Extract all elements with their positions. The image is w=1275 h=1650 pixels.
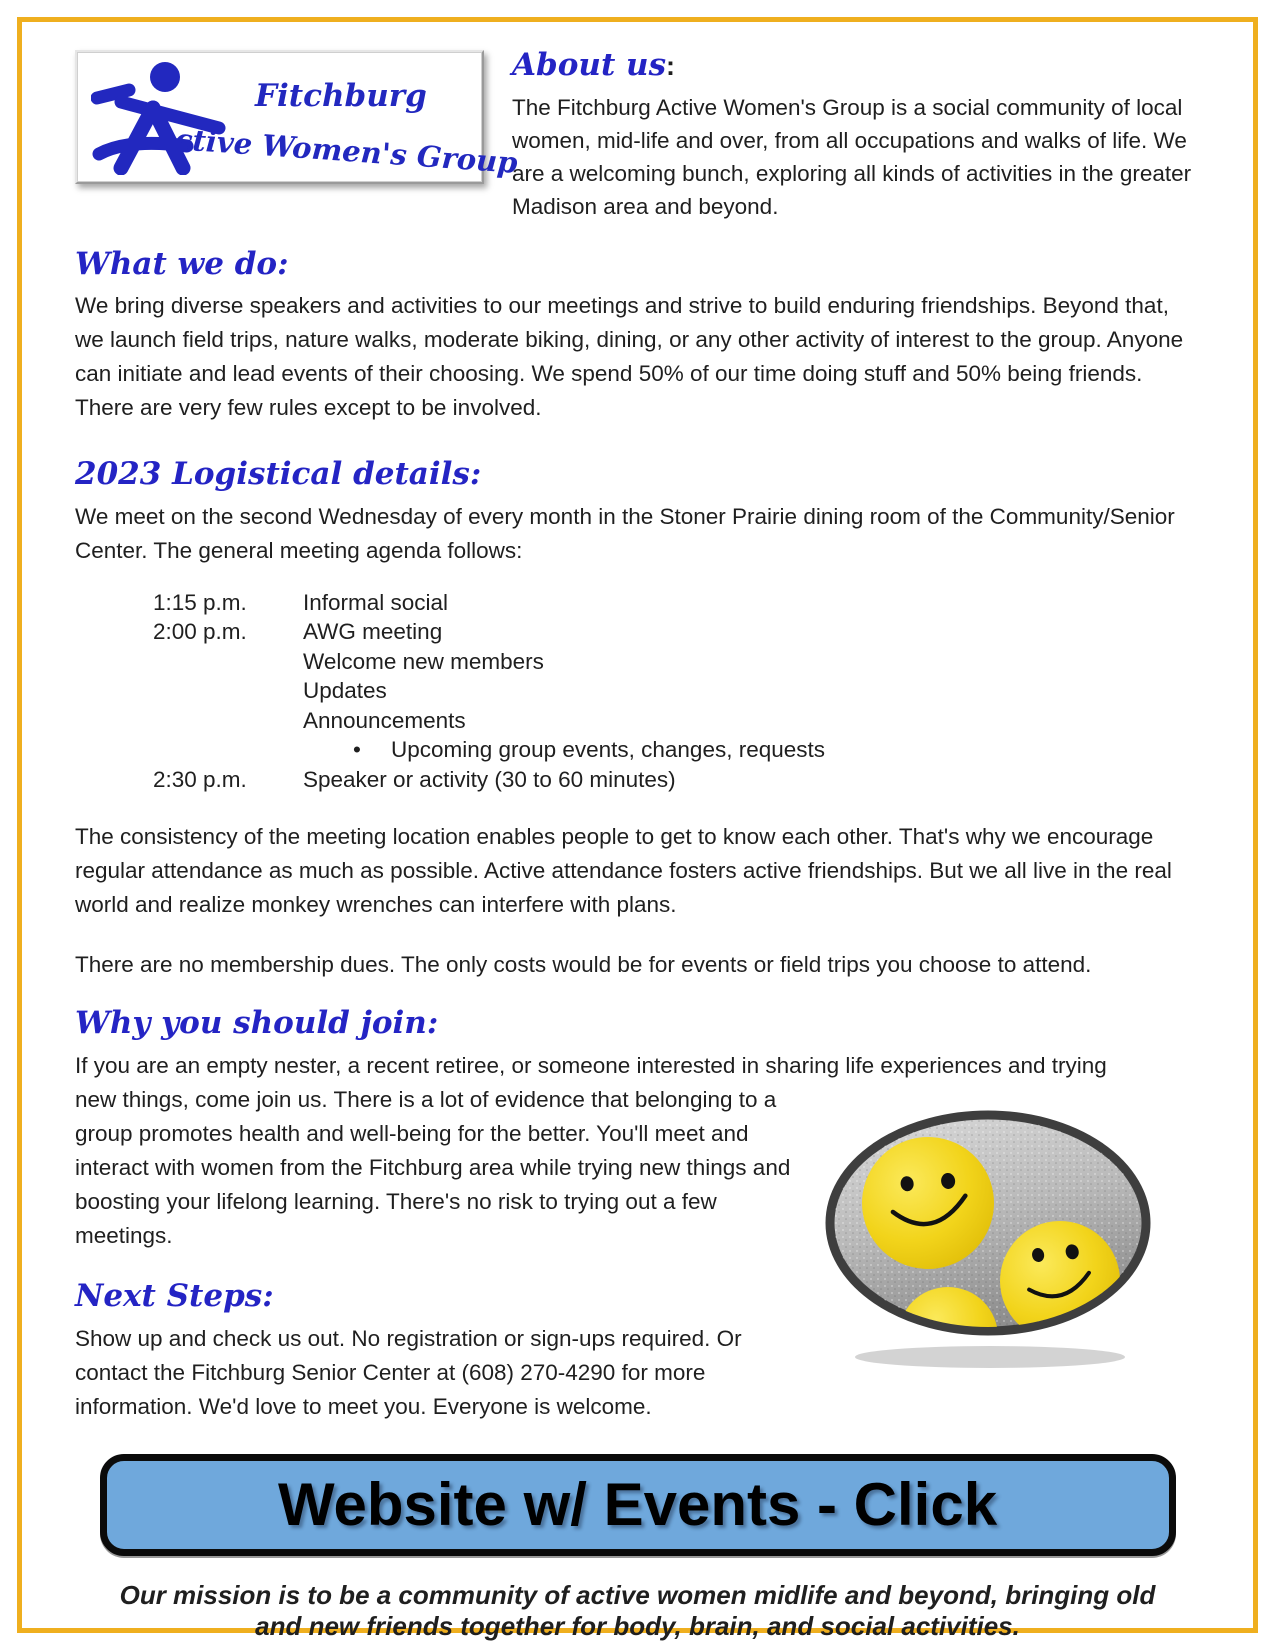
why-join-body-intro: If you are an empty nester, a recent retiree, or someone interested in sharing life experiences and trying <box>75 1053 1107 1079</box>
logistics-section <box>75 457 1200 982</box>
schedule-time <box>153 647 303 677</box>
photo-column <box>820 1083 1200 1424</box>
logistics-heading: 2023 Logistical details: <box>75 456 482 493</box>
about-body: The Fitchburg Active Women's Group is a social community of local women, mid-life and over, from all occupations and walks of life. We are a welcoming bunch, exploring all kinds of activities in the greater Madison area and beyond. <box>512 94 1192 219</box>
schedule-row <box>153 735 1200 765</box>
next-steps-body: Show up and check us out. No registration or sign-ups required. Or contact the Fitchburg Senior Center at (608) 270-4290 for more information. We'd love to meet you. Everyone is welcome. <box>75 1325 742 1419</box>
why-join-section <box>75 1006 1200 1423</box>
schedule-time: 2:30 p.m. <box>153 766 247 792</box>
schedule-row <box>153 676 1200 706</box>
logo <box>75 50 519 184</box>
bullet-icon: • <box>353 737 361 763</box>
why-join-body-rest: new things, come join us. There is a lot of evidence that belonging to a group promotes health and well-being for the better. You'll meet and interact with women from the Fitchburg area while trying new things and boosting your lifelong learning. There's no risk to trying out a few meetings. <box>75 1087 791 1249</box>
dues-paragraph: There are no membership dues. The only costs would be for events or field trips you choose to attend. <box>75 952 1092 978</box>
why-join-heading: Why you should join: <box>75 1005 439 1042</box>
schedule-activity: Welcome new members <box>303 648 544 674</box>
website-events-button-label: Website w/ Events - Click <box>277 1471 998 1539</box>
schedule-activity: Announcements <box>303 707 466 733</box>
website-events-button[interactable] <box>100 1454 1176 1556</box>
logo-text-line2: ctive Women's Group <box>173 122 519 180</box>
schedule-activity: Speaker or activity (30 to 60 minutes) <box>303 766 676 792</box>
schedule-row <box>153 617 1200 647</box>
about-heading: About us: <box>512 47 676 83</box>
about-section <box>512 48 1200 223</box>
schedule-row <box>153 647 1200 677</box>
mission-statement <box>75 1580 1200 1642</box>
mission-line2: and new friends together for body, brain, and social activities. <box>255 1610 1020 1641</box>
header-row <box>75 47 1200 223</box>
schedule-activity: AWG meeting <box>303 619 443 645</box>
schedule-activity-text: Upcoming group events, changes, requests <box>391 737 826 763</box>
what-we-do-body: We bring diverse speakers and activities to our meetings and strive to build enduring friendships. Beyond that, we launch field trips, nature walks, moderate biking, dining, or any other activity of interest to the group. Anyone can initiate and lead events of their choosing. We spend 50% of our time doing stuff and 50% being friends. There are very few rules except to be involved. <box>75 293 1184 421</box>
smiley-balls-image <box>820 1095 1165 1395</box>
what-we-do-heading: What we do: <box>75 245 289 282</box>
logo-text-line1: Fitchburg <box>255 78 427 114</box>
consistency-paragraph: The consistency of the meeting location enables people to get to know each other. That's why we encourage regular attendance as much as possible. Active attendance fosters active friendships. But we all live in the real world and realize monkey wrenches can interfere with plans. <box>75 824 1172 918</box>
schedule-time: 2:00 p.m. <box>153 619 247 645</box>
schedule-time <box>153 706 303 736</box>
schedule-row <box>153 706 1200 736</box>
schedule-time <box>153 735 303 765</box>
mission-line1: Our mission is to be a community of active women midlife and beyond, bringing old <box>119 1579 1156 1610</box>
schedule-activity: Updates <box>303 678 387 704</box>
schedule-time <box>153 676 303 706</box>
logistics-body: We meet on the second Wednesday of every month in the Stoner Prairie dining room of the Community/Senior Center. The general meeting agenda follows: <box>75 503 1175 563</box>
schedule-row <box>153 588 1200 618</box>
schedule-row <box>153 765 1200 795</box>
schedule-activity: Informal social <box>303 589 449 615</box>
schedule-time: 1:15 p.m. <box>153 589 247 615</box>
meeting-schedule <box>153 588 1200 795</box>
schedule-activity <box>303 735 1200 765</box>
next-steps-heading: Next Steps: <box>75 1278 274 1315</box>
what-we-do-section <box>75 247 1200 426</box>
